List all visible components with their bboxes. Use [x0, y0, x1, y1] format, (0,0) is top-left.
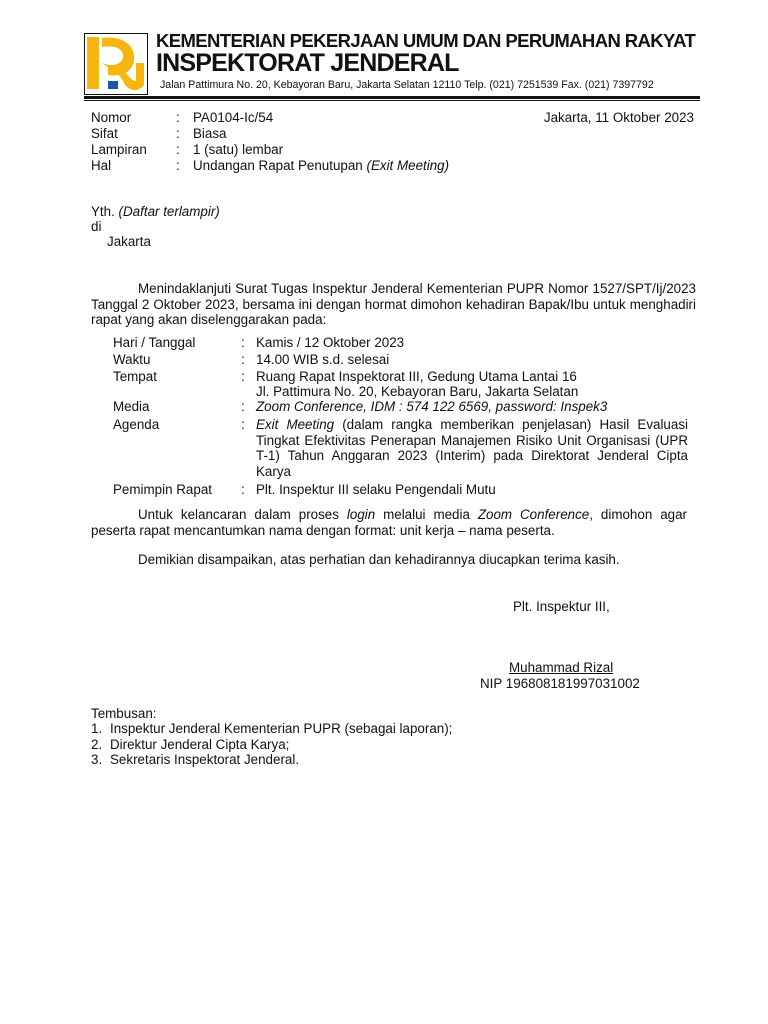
detail-label-place: Tempat [113, 369, 157, 384]
logo-emblem-icon [84, 33, 148, 95]
detail-label-agenda: Agenda [113, 417, 160, 432]
recipient-city: Jakarta [107, 234, 151, 249]
signature-title: Plt. Inspektur III, [513, 599, 610, 614]
logo-bar-left [87, 37, 99, 89]
letterhead-rule-thick [84, 96, 700, 99]
meta-value-sifat: Biasa [193, 126, 227, 141]
cc-heading: Tembusan: [91, 706, 157, 721]
logo-blue-block [108, 81, 118, 89]
detail-value-time: 14.00 WIB s.d. selesai [256, 352, 390, 367]
unit-name: INSPEKTORAT JENDERAL [156, 49, 459, 77]
meta-value-hal [193, 158, 449, 174]
meta-value-lampiran: 1 (satu) lembar [193, 142, 284, 157]
detail-label-leader: Pemimpin Rapat [113, 482, 212, 497]
login-note-paragraph [91, 507, 687, 538]
detail-colon: : [241, 399, 245, 414]
detail-value-agenda [256, 417, 688, 479]
cc-item-number: 3. [91, 752, 103, 767]
meta-colon: : [176, 142, 180, 157]
detail-value-place-line1: Ruang Rapat Inspektorat III, Gedung Utama Lantai 16 [256, 369, 577, 384]
cc-item-number: 2. [91, 737, 103, 752]
meta-colon: : [176, 110, 180, 125]
login-note-part3: , dimohon agar peserta rapat mencantumkan nama dengan format: unit kerja – nama peserta. [91, 507, 687, 538]
cc-item-number: 1. [91, 721, 103, 736]
signature-nip: NIP 196808181997031002 [480, 676, 640, 691]
agenda-italic: Exit Meeting [256, 417, 335, 432]
login-note-zoom: Zoom Conference [477, 507, 590, 522]
recipient-prefix: Yth. [91, 204, 119, 219]
subject-italic: (Exit Meeting) [366, 158, 450, 173]
recipient-list: (Daftar terlampir) [118, 204, 220, 219]
cc-item-text: Sekretaris Inspektorat Jenderal. [110, 752, 300, 767]
detail-label-media: Media [113, 399, 150, 414]
letter-date: Jakarta, 11 Oktober 2023 [543, 110, 694, 125]
detail-colon: : [241, 482, 245, 497]
signature-name: Muhammad Rizal [509, 660, 614, 675]
detail-value-media: Zoom Conference, IDM : 574 122 6569, password: Inspek3 [256, 399, 608, 414]
letterhead-address: Jalan Pattimura No. 20, Kebayoran Baru, Jakarta Selatan 12110 Telp. (021) 7251539 Fax. (021) 7397792 [160, 79, 654, 91]
detail-colon: : [241, 417, 245, 432]
closing-paragraph: Demikian disampaikan, atas perhatian dan kehadirannya diucapkan terima kasih. [138, 552, 620, 567]
intro-paragraph: Menindaklanjuti Surat Tugas Inspektur Jenderal Kementerian PUPR Nomor 1527/SPT/Ij/2023 Tanggal 2 Oktober 2023, bersama ini dengan hormat dimohon kehadiran Bapak/Ibu untuk menghadiri rapat yang akan diselenggarakan pada: [91, 281, 696, 327]
cc-item-text: Direktur Jenderal Cipta Karya; [110, 737, 290, 752]
cc-item-text: Inspektur Jenderal Kementerian PUPR (sebagai laporan); [110, 721, 453, 736]
agenda-text: (dalam rangka memberikan penjelasan) Hasil Evaluasi Tingkat Efektivitas Penerapan Manajemen Risiko Unit Organisasi (UPR T-1) Tahun Anggaran 2023 (Interim) pada Direktorat Jenderal Cipta Karya [256, 417, 688, 479]
meta-colon: : [176, 158, 180, 173]
detail-value-day: Kamis / 12 Oktober 2023 [256, 335, 405, 350]
detail-value-leader: Plt. Inspektur III selaku Pengendali Mutu [256, 482, 496, 497]
login-note-part1: Untuk kelancaran dalam proses [138, 507, 347, 522]
meta-label-lampiran: Lampiran [91, 142, 147, 157]
letterhead-rule-thin [84, 100, 700, 101]
subject-text: Undangan Rapat Penutupan [193, 158, 367, 173]
detail-label-time: Waktu [113, 352, 151, 367]
login-note-login: login [346, 507, 376, 522]
meta-value-nomor: PA0104-Ic/54 [193, 110, 274, 125]
detail-colon: : [241, 335, 245, 350]
detail-value-place-line2: Jl. Pattimura No. 20, Kebayoran Baru, Jakarta Selatan [256, 384, 579, 399]
detail-label-day: Hari / Tanggal [113, 335, 196, 350]
login-note-part2: melalui media [375, 507, 478, 522]
ministry-logo [84, 33, 152, 97]
recipient-di: di [91, 219, 102, 234]
detail-colon: : [241, 352, 245, 367]
recipient-line [91, 204, 220, 220]
meta-label-hal: Hal [91, 158, 112, 173]
meta-label-nomor: Nomor [91, 110, 132, 125]
detail-colon: : [241, 369, 245, 384]
meta-label-sifat: Sifat [91, 126, 118, 141]
ministry-name: KEMENTERIAN PEKERJAAN UMUM DAN PERUMAHAN RAKYAT [156, 30, 696, 51]
meta-colon: : [176, 126, 180, 141]
